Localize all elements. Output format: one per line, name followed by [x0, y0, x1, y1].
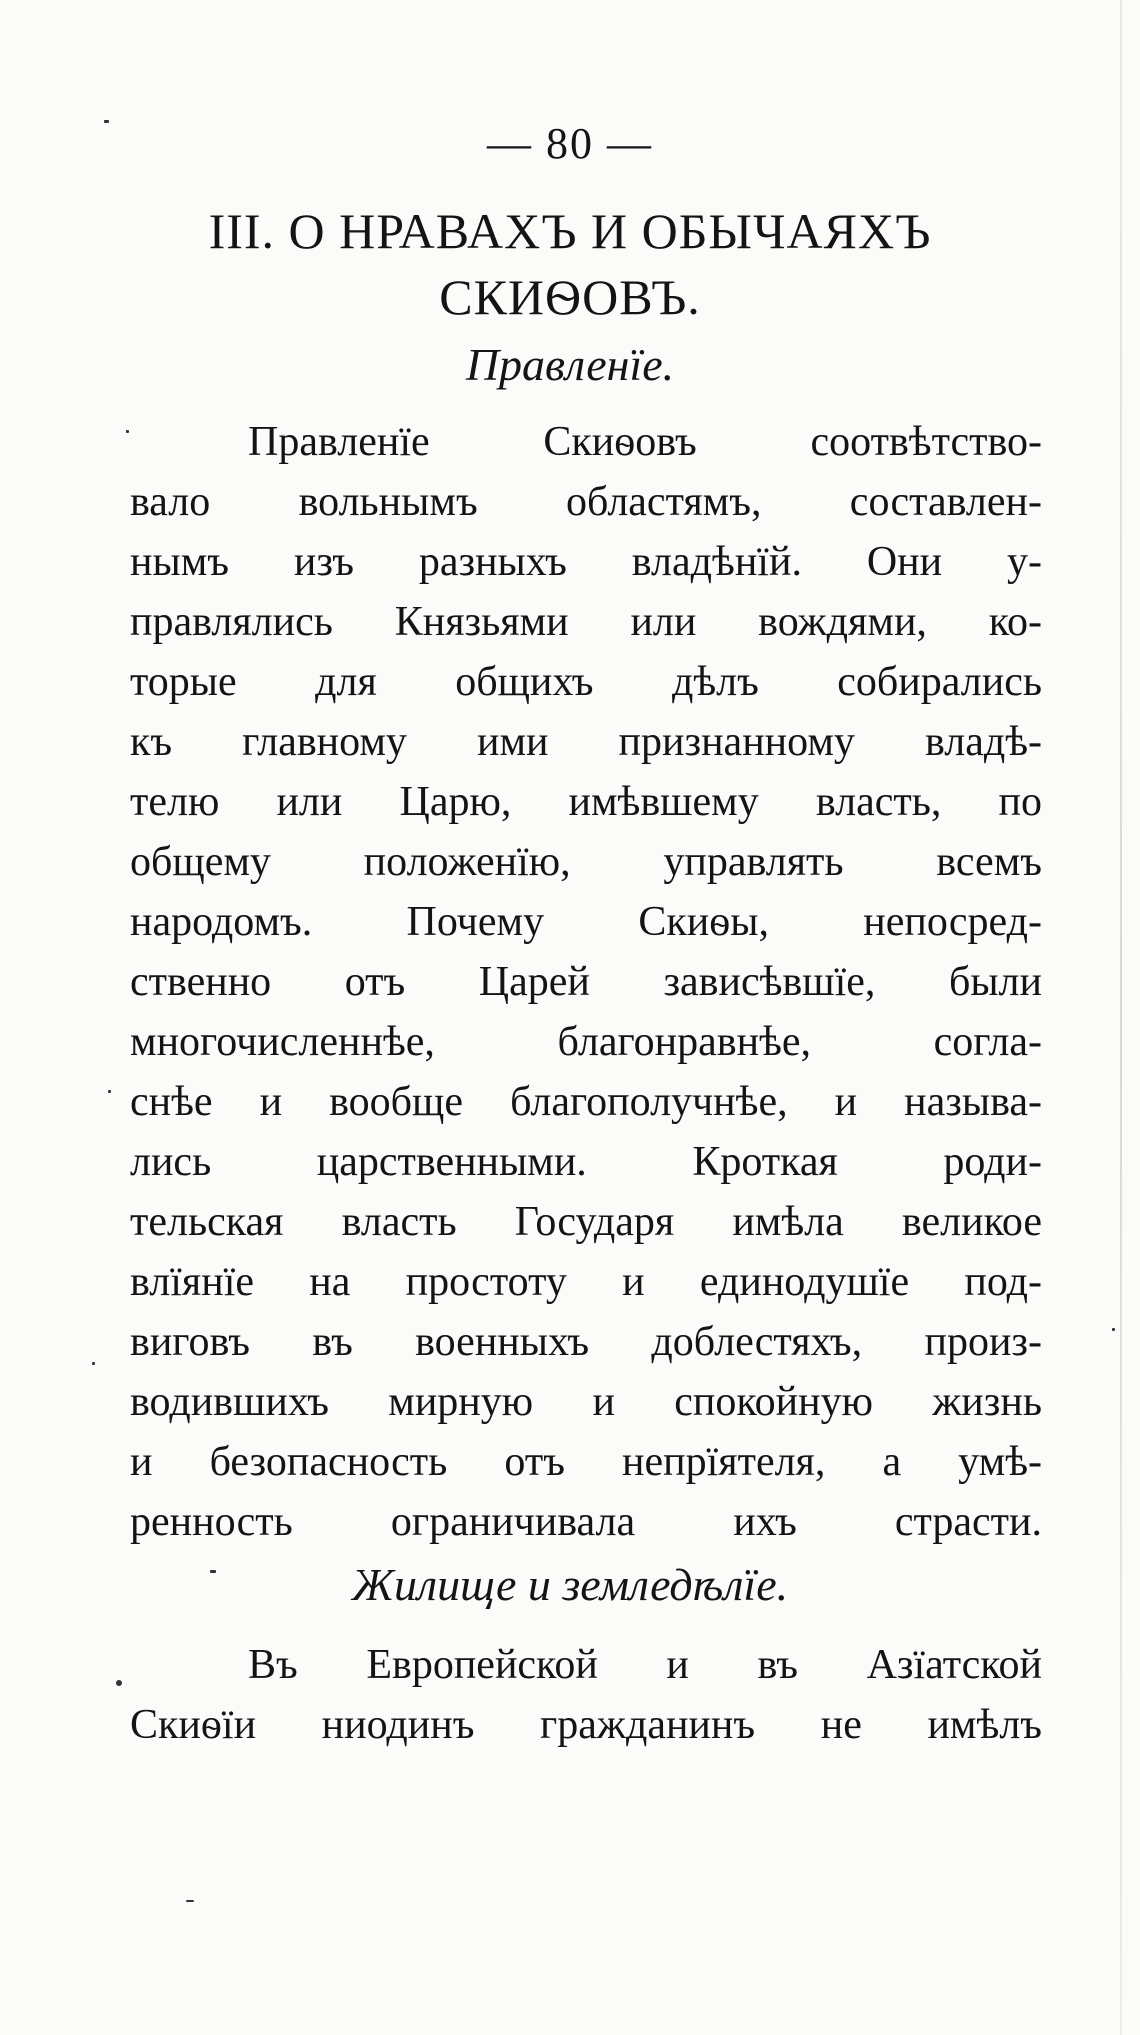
ink-speck	[210, 1570, 216, 1573]
text-line: водившихъ мирную и спокойную жизнь	[130, 1379, 1042, 1425]
text-line: вало вольнымъ областямъ, составлен-	[130, 479, 1042, 525]
text-line: и безопасность отъ непрïятеля, а умѣ-	[130, 1439, 1042, 1485]
text-line: виговъ въ военныхъ доблестяхъ, произ-	[130, 1319, 1042, 1365]
chapter-title	[130, 198, 1010, 330]
text-line: Въ Европейской и въ Азïатской	[248, 1642, 1042, 1688]
text-line: тельская власть Государя имѣла великое	[130, 1199, 1042, 1245]
text-line: ренность ограничивала ихъ страсти.	[130, 1499, 1042, 1545]
page-number: — 80 —	[487, 119, 653, 168]
text-line: ственно отъ Царей зависѣвшïе, были	[130, 959, 1042, 1005]
text-line: многочисленнѣе, благонравнѣе, согла-	[130, 1019, 1042, 1065]
section-heading-dwelling-agriculture: Жилище и земледѣлïе.	[351, 1559, 789, 1610]
text-line: Скиѳïи ниодинъ гражданинъ не имѣлъ	[130, 1702, 1042, 1748]
ink-speck	[186, 1900, 194, 1902]
ink-speck	[1112, 1328, 1115, 1331]
text-line: правлялись Князьями или вождями, ко-	[130, 599, 1042, 645]
ink-speck	[116, 1680, 122, 1686]
ink-speck	[126, 430, 129, 433]
text-line: снѣе и вообще благополучнѣе, и называ-	[130, 1079, 1042, 1125]
text-line: телю или Царю, имѣвшему власть, по	[130, 779, 1042, 825]
ink-speck	[92, 1362, 95, 1365]
text-line: къ главному ими признанному владѣ-	[130, 719, 1042, 765]
text-line: нымъ изъ разныхъ владѣнïй. Они у-	[130, 539, 1042, 585]
text-line: лись царственными. Кроткая роди-	[130, 1139, 1042, 1185]
text-line: влïянïе на простоту и единодушïе под-	[130, 1259, 1042, 1305]
text-line: народомъ. Почему Скиѳы, непосред-	[130, 899, 1042, 945]
section-heading-government: Правленïе.	[465, 339, 675, 390]
paragraph-government	[130, 412, 1042, 1552]
ink-speck	[108, 1090, 111, 1093]
page-edge	[1120, 0, 1122, 2035]
ink-speck	[104, 120, 109, 123]
chapter-title-line-2: СКИѲОВЪ.	[439, 269, 701, 325]
chapter-title-line-1: III. О НРАВАХЪ И ОБЫЧАЯХЪ	[208, 203, 932, 259]
text-line: общему положенïю, управлять всемъ	[130, 839, 1042, 885]
text-line: торые для общихъ дѣлъ собирались	[130, 659, 1042, 705]
text-line: Правленïе Скиѳовъ соотвѣтство-	[248, 419, 1042, 465]
paragraph-dwelling	[130, 1635, 1042, 1755]
